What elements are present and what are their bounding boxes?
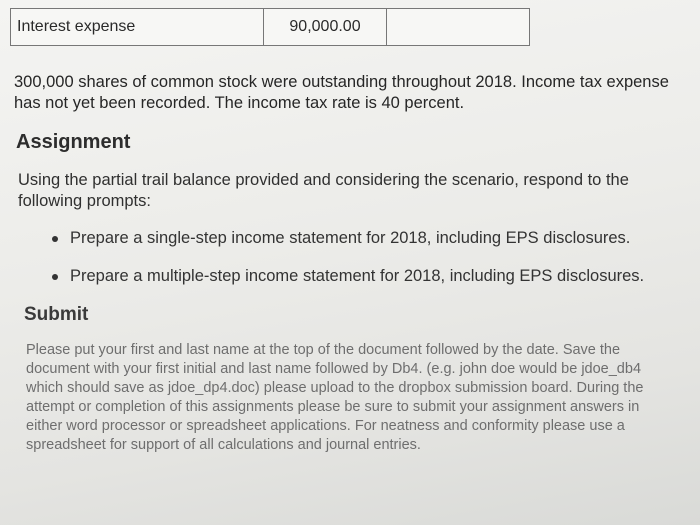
- table-row: [11, 9, 530, 46]
- scenario-paragraph: 300,000 shares of common stock were outstanding throughout 2018. Income tax expense has not yet been recorded. The income tax rate is 40 percent.: [14, 73, 669, 112]
- trial-balance-table: [10, 8, 530, 46]
- bullet-item-multiple-step: [52, 267, 644, 286]
- bullet-dot-icon: [52, 274, 58, 280]
- account-label: Interest expense: [11, 9, 264, 46]
- bullet-item-single-step: [52, 229, 630, 248]
- bullet-text: Prepare a single-step income statement for 2018, including EPS disclosures.: [70, 229, 631, 247]
- assignment-heading: Assignment: [16, 131, 131, 153]
- assignment-intro: Using the partial trail balance provided and considering the scenario, respond to the following prompts:: [18, 171, 629, 210]
- submit-heading: Submit: [24, 304, 89, 325]
- submit-instructions: Please put your first and last name at the top of the document followed by the date. Save the document with your first initial and last name followed by Db4. (e.g. john doe would be jdoe_db4 which should save as jdoe_dp4.doc) please upload to the dropbox submission board. During the attempt or completion of this assignments please be sure to submit your assignment answers in either word processor or spreadsheet applications. For neatness and conformity please use a spreadsheet for support of all calculations and journal entries.: [26, 342, 644, 453]
- bullet-dot-icon: [52, 236, 58, 242]
- bullet-text: Prepare a multiple-step income statement for 2018, including EPS disclosures.: [70, 267, 645, 285]
- account-amount: 90,000.00: [264, 9, 387, 46]
- empty-cell: [387, 9, 530, 46]
